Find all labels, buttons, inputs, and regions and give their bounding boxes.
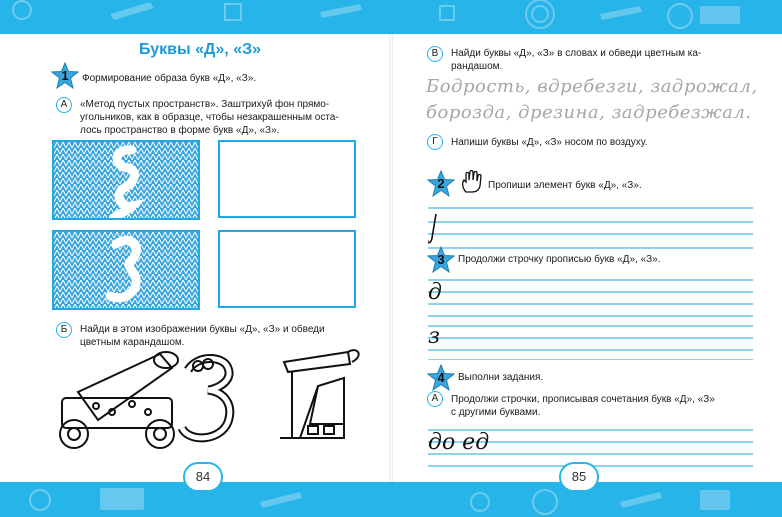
task-4-text: Выполни задания. [458, 372, 544, 383]
subtask-g-text: Напиши буквы «Д», «З» носом по воздуху. [451, 137, 648, 148]
element-sample-stroke [428, 214, 436, 243]
subtask-marker: Г [427, 134, 443, 150]
subtask-b-line-2: цветным карандашом. [80, 337, 185, 348]
ruled-lines-task-3[interactable] [428, 272, 753, 360]
subtask-marker: А [56, 97, 72, 113]
page-number-left: 84 [183, 462, 223, 492]
subtask-b-line-1: Найди в этом изображении буквы «Д», «З» и обведи [80, 324, 325, 335]
sample-letter-d: д [428, 280, 442, 305]
script-words-line-1[interactable]: Бодрость, вдребезги, задрожал, [426, 76, 758, 97]
book-spine [389, 34, 393, 482]
empty-box-1[interactable] [218, 140, 356, 218]
sample-combination: до ед [428, 430, 490, 455]
ruled-lines-task-2[interactable] [428, 200, 753, 252]
subtask-a-line-3: лось пространство в форме букв «Д», «З». [80, 125, 280, 136]
letter-d-silhouette [54, 142, 200, 220]
decor-doodles [0, 0, 782, 34]
subtask-marker: Б [56, 322, 72, 338]
task-3-star-icon [427, 246, 455, 274]
hand-icon [460, 170, 482, 194]
sample-letter-z: з [428, 324, 440, 349]
hidden-letters-illustration[interactable] [48, 342, 368, 454]
task-2-text: Пропиши элемент букв «Д», «З». [488, 180, 642, 191]
subtask-marker: В [427, 46, 443, 62]
task-4-star-icon [427, 364, 455, 392]
task-1-text: Формирование образа букв «Д», «З». [82, 73, 257, 84]
task-4-subtask-a-line-2: с другими буквами. [451, 407, 541, 418]
letter-z-silhouette [54, 232, 200, 310]
subtask-v-line-1: Найди буквы «Д», «З» в словах и обведи цветным ка- [451, 48, 702, 59]
hatched-box-d[interactable] [52, 140, 200, 220]
page-number-right: 85 [559, 462, 599, 492]
subtask-a-line-1: «Метод пустых пространств». Заштрихуй фон прямо- [80, 99, 330, 110]
bottom-decor-band [0, 482, 782, 517]
subtask-a-line-2: угольников, как в образце, чтобы незакрашенным оста- [80, 112, 339, 123]
subtask-v-line-2: рандашом. [451, 61, 503, 72]
task-number: 1 [61, 68, 69, 83]
page-title: Буквы «Д», «З» [138, 41, 262, 58]
script-words-line-2[interactable]: борозда, дрезина, задребезжал. [426, 102, 752, 123]
empty-box-2[interactable] [218, 230, 356, 308]
hatched-box-z[interactable] [52, 230, 200, 310]
task-4-subtask-a-line-1: Продолжи строчки, прописывая сочетания букв «Д», «З» [451, 394, 715, 405]
task-1-star-icon [51, 62, 79, 90]
subtask-marker: А [427, 391, 443, 407]
task-number: 2 [437, 176, 445, 191]
task-number: 3 [437, 252, 445, 267]
task-number: 4 [437, 370, 445, 385]
task-2-star-icon [427, 170, 455, 198]
decor-doodles-bottom [0, 482, 782, 517]
top-decor-band [0, 0, 782, 34]
task-3-text: Продолжи строчку прописью букв «Д», «З». [458, 254, 661, 265]
